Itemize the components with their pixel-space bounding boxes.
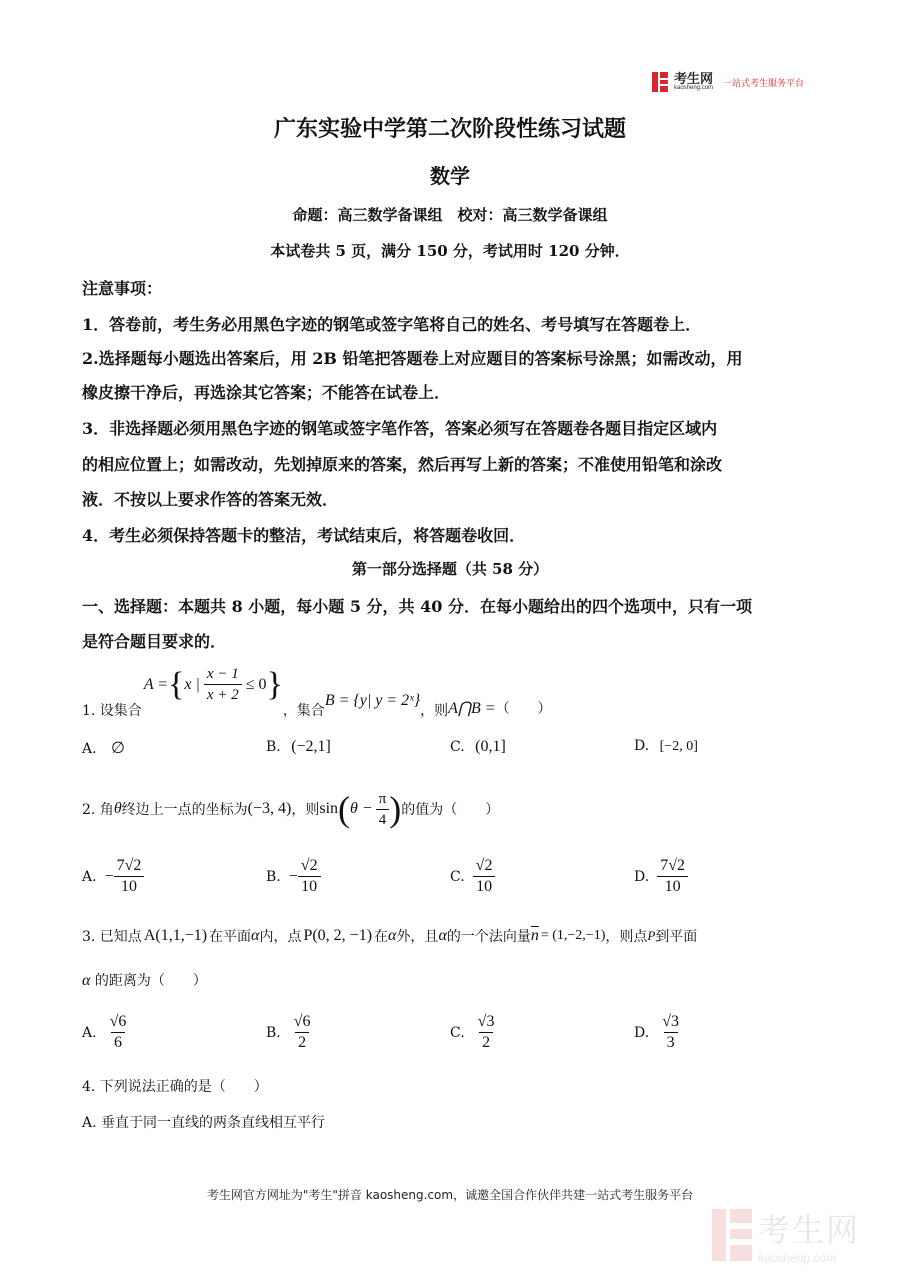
exam-subject: 数学 <box>430 164 470 188</box>
notice-line: 3．非选择题必须用黑色字迹的钢笔或签字笔作答，答案必须写在答题卷各题目指定区域内 <box>82 419 718 438</box>
question-2: 2. 角 θ 终边上一点的坐标为 (−3, 4) ，则 sin ( θ − $\frac{\pi}{4}$ ) 的值为（ ） <box>82 789 500 829</box>
question-3-line1 <box>82 926 697 946</box>
notice-line: 2.选择题每小题选出答案后，用 2B 铅笔把答题卷上对应题目的答案标号涂黑；如需改动，用 <box>82 349 743 368</box>
option-label: A. <box>82 868 97 885</box>
q1-paren: （ ） <box>495 701 552 717</box>
q1-tail: ，则 <box>420 703 449 719</box>
option-den: 3 <box>664 1032 678 1053</box>
q3-option-c[interactable] <box>450 1012 497 1053</box>
q3-option-a[interactable] <box>82 1012 129 1053</box>
option-label: A. <box>82 1024 97 1041</box>
option-sign: − <box>104 867 114 885</box>
q3-text: 在 <box>374 929 389 945</box>
notice-line: 液．不按以上要求作答的答案无效． <box>82 490 339 509</box>
notice-line: 的相应位置上；如需改动，先划掉原来的答案，然后再写上新的答案；不准使用铅笔和涂改 <box>82 455 723 474</box>
option-num: √2 <box>298 856 321 877</box>
notice-heading: 注意事项： <box>82 279 163 298</box>
watermark-logo-icon <box>712 1209 752 1261</box>
q2-option-a[interactable] <box>82 856 144 897</box>
q1-set-a: A = { x | $\frac{x - 1}{x + 2}$ ≤ 0 } <box>143 665 283 703</box>
q1-set-a-cond: ≤ 0 <box>245 675 267 693</box>
q1-set-a-var: x | <box>184 675 200 693</box>
option-label: D. <box>634 738 650 754</box>
q2-mid1: 终边上一点的坐标为 <box>121 802 248 818</box>
option-num: √2 <box>473 856 496 877</box>
option-den: 2 <box>479 1032 493 1053</box>
q3-point-label: P <box>647 928 656 943</box>
question-3-line2 <box>82 970 207 990</box>
q4-option-a[interactable]: A. 垂直于同一直线的两条直线相互平行 <box>82 1115 326 1131</box>
q1-set-b: B = {y| y = 2ˣ} <box>324 692 421 709</box>
option-sign: − <box>288 867 298 885</box>
q3-vector-n: $\overline{n}$ <box>530 927 539 944</box>
q1-set-a-lhs: A = <box>143 675 169 693</box>
q2-option-b[interactable] <box>266 856 321 897</box>
q3-text: ，则点 <box>605 929 648 945</box>
q1-option-b[interactable] <box>266 738 331 756</box>
q2-four: 4 <box>378 811 387 828</box>
option-den: 10 <box>664 878 681 895</box>
section1-line1: 一、选择题：本题共 8 小题，每小题 5 分，共 40 分．在每小题给出的四个选项中，只有一项 <box>82 597 752 616</box>
logo-slogan: 一站式考生服务平台 <box>723 77 805 88</box>
q1-frac-num: x − 1 <box>204 664 242 685</box>
option-label: D. <box>634 1024 650 1041</box>
option-label: B. <box>266 1024 281 1041</box>
q2-option-c[interactable] <box>450 856 495 897</box>
page-footer: 考生网官方网址为"考生"拼音 kaosheng.com，诚邀全国合作伙伴共建一站式考生服务平台 <box>206 1188 694 1202</box>
q2-mid2: ，则 <box>291 802 320 818</box>
section1-line2: 是符合题目要求的． <box>82 632 227 651</box>
watermark-domain: kaosheng.com <box>758 1251 837 1265</box>
option-num: 7√2 <box>114 856 145 877</box>
notice-line: 4．考生必须保持答题卡的整洁，考试结束后，将答题卷收回． <box>82 526 526 545</box>
exam-info: 本试卷共 5 页，满分 150 分，考试用时 120 分钟． <box>270 242 630 260</box>
option-num: √6 <box>293 1013 311 1030</box>
watermark <box>712 1205 860 1265</box>
option-label: D. <box>634 868 650 885</box>
q2-theta: θ <box>113 800 122 817</box>
header-logo <box>652 72 804 92</box>
option-num: 7√2 <box>657 856 688 877</box>
option-den: 10 <box>476 878 493 895</box>
q3-text: 的一个法向量 <box>446 929 531 945</box>
q3-alpha: α <box>388 927 397 944</box>
option-label: C. <box>450 739 465 755</box>
option-value: [−2, 0] <box>659 739 698 754</box>
q1-option-c[interactable] <box>450 738 506 756</box>
q3-alpha: α <box>438 927 447 944</box>
q1-expr: A⋂B = <box>448 700 496 717</box>
q3-alpha: α <box>251 927 260 944</box>
q2-tail: 的值为（ ） <box>401 802 500 818</box>
option-value: (−2,1] <box>291 738 331 755</box>
q3-alpha: α <box>82 972 91 989</box>
option-value: ∅ <box>111 740 125 757</box>
q3-text: 外，且 <box>396 929 439 945</box>
q2-option-d[interactable] <box>634 856 688 897</box>
option-den: 10 <box>120 878 137 895</box>
q3-point-p: P(0, 2, −1) <box>303 927 373 944</box>
option-label: B. <box>266 739 281 755</box>
option-num: √6 <box>109 1013 127 1030</box>
option-den: 6 <box>111 1032 125 1053</box>
q1-prefix: 1. 设集合 <box>82 703 142 719</box>
q3-text: 的距离为（ ） <box>94 973 207 989</box>
part1-title: 第一部分选择题（共 58 分） <box>351 560 549 578</box>
notice-line: 橡皮擦干净后，再选涂其它答案；不能答在试卷上． <box>82 383 451 402</box>
watermark-name: 考生网 <box>758 1212 861 1248</box>
option-label: B. <box>266 868 281 885</box>
q3-text: 到平面 <box>655 929 698 945</box>
question-4-stem: 4. 下列说法正确的是（ ） <box>82 1079 268 1095</box>
q1-frac-den: x + 2 <box>206 687 239 703</box>
q1-option-d[interactable] <box>634 738 698 755</box>
exam-title: 广东实验中学第二次阶段性练习试题 <box>273 116 626 142</box>
option-label: C. <box>450 1024 465 1041</box>
q3-point-a: A(1,1,−1) <box>143 927 208 944</box>
q3-text: 3. 已知点 <box>82 929 142 945</box>
option-den: 10 <box>301 878 318 895</box>
logo-name: 考生网 <box>674 71 714 86</box>
question-1 <box>82 664 552 724</box>
q2-sin: sin <box>319 800 339 817</box>
logo-domain: kaosheng.com <box>674 85 714 91</box>
q3-text: 内，点 <box>259 929 302 945</box>
option-num: √3 <box>477 1013 495 1030</box>
notice-line: 1．答卷前，考生务必用黑色字迹的钢笔或签字笔将自己的姓名、考号填写在答题卷上． <box>82 315 702 334</box>
q1-option-a[interactable] <box>82 738 125 758</box>
exam-credits: 命题：高三数学备课组 校对：高三数学备课组 <box>292 206 608 224</box>
option-value: (0,1] <box>475 738 506 755</box>
q2-pi: π <box>376 789 390 810</box>
q3-option-d[interactable] <box>634 1012 682 1053</box>
option-num: √3 <box>662 1013 679 1030</box>
option-label: A. <box>82 741 97 757</box>
q3-text: 在平面 <box>209 929 252 945</box>
kaosheng-logo-icon <box>652 72 668 92</box>
q1-mid: ，集合 <box>282 703 325 719</box>
q3-option-b[interactable] <box>266 1012 314 1053</box>
q2-inner: θ − <box>350 800 373 817</box>
q2-point: (−3, 4) <box>247 800 292 817</box>
q3-vector-value: = (1,−2,−1) <box>540 928 606 943</box>
option-label: C. <box>450 868 465 885</box>
option-den: 2 <box>295 1032 309 1053</box>
q2-prefix: 2. 角 <box>82 802 114 818</box>
